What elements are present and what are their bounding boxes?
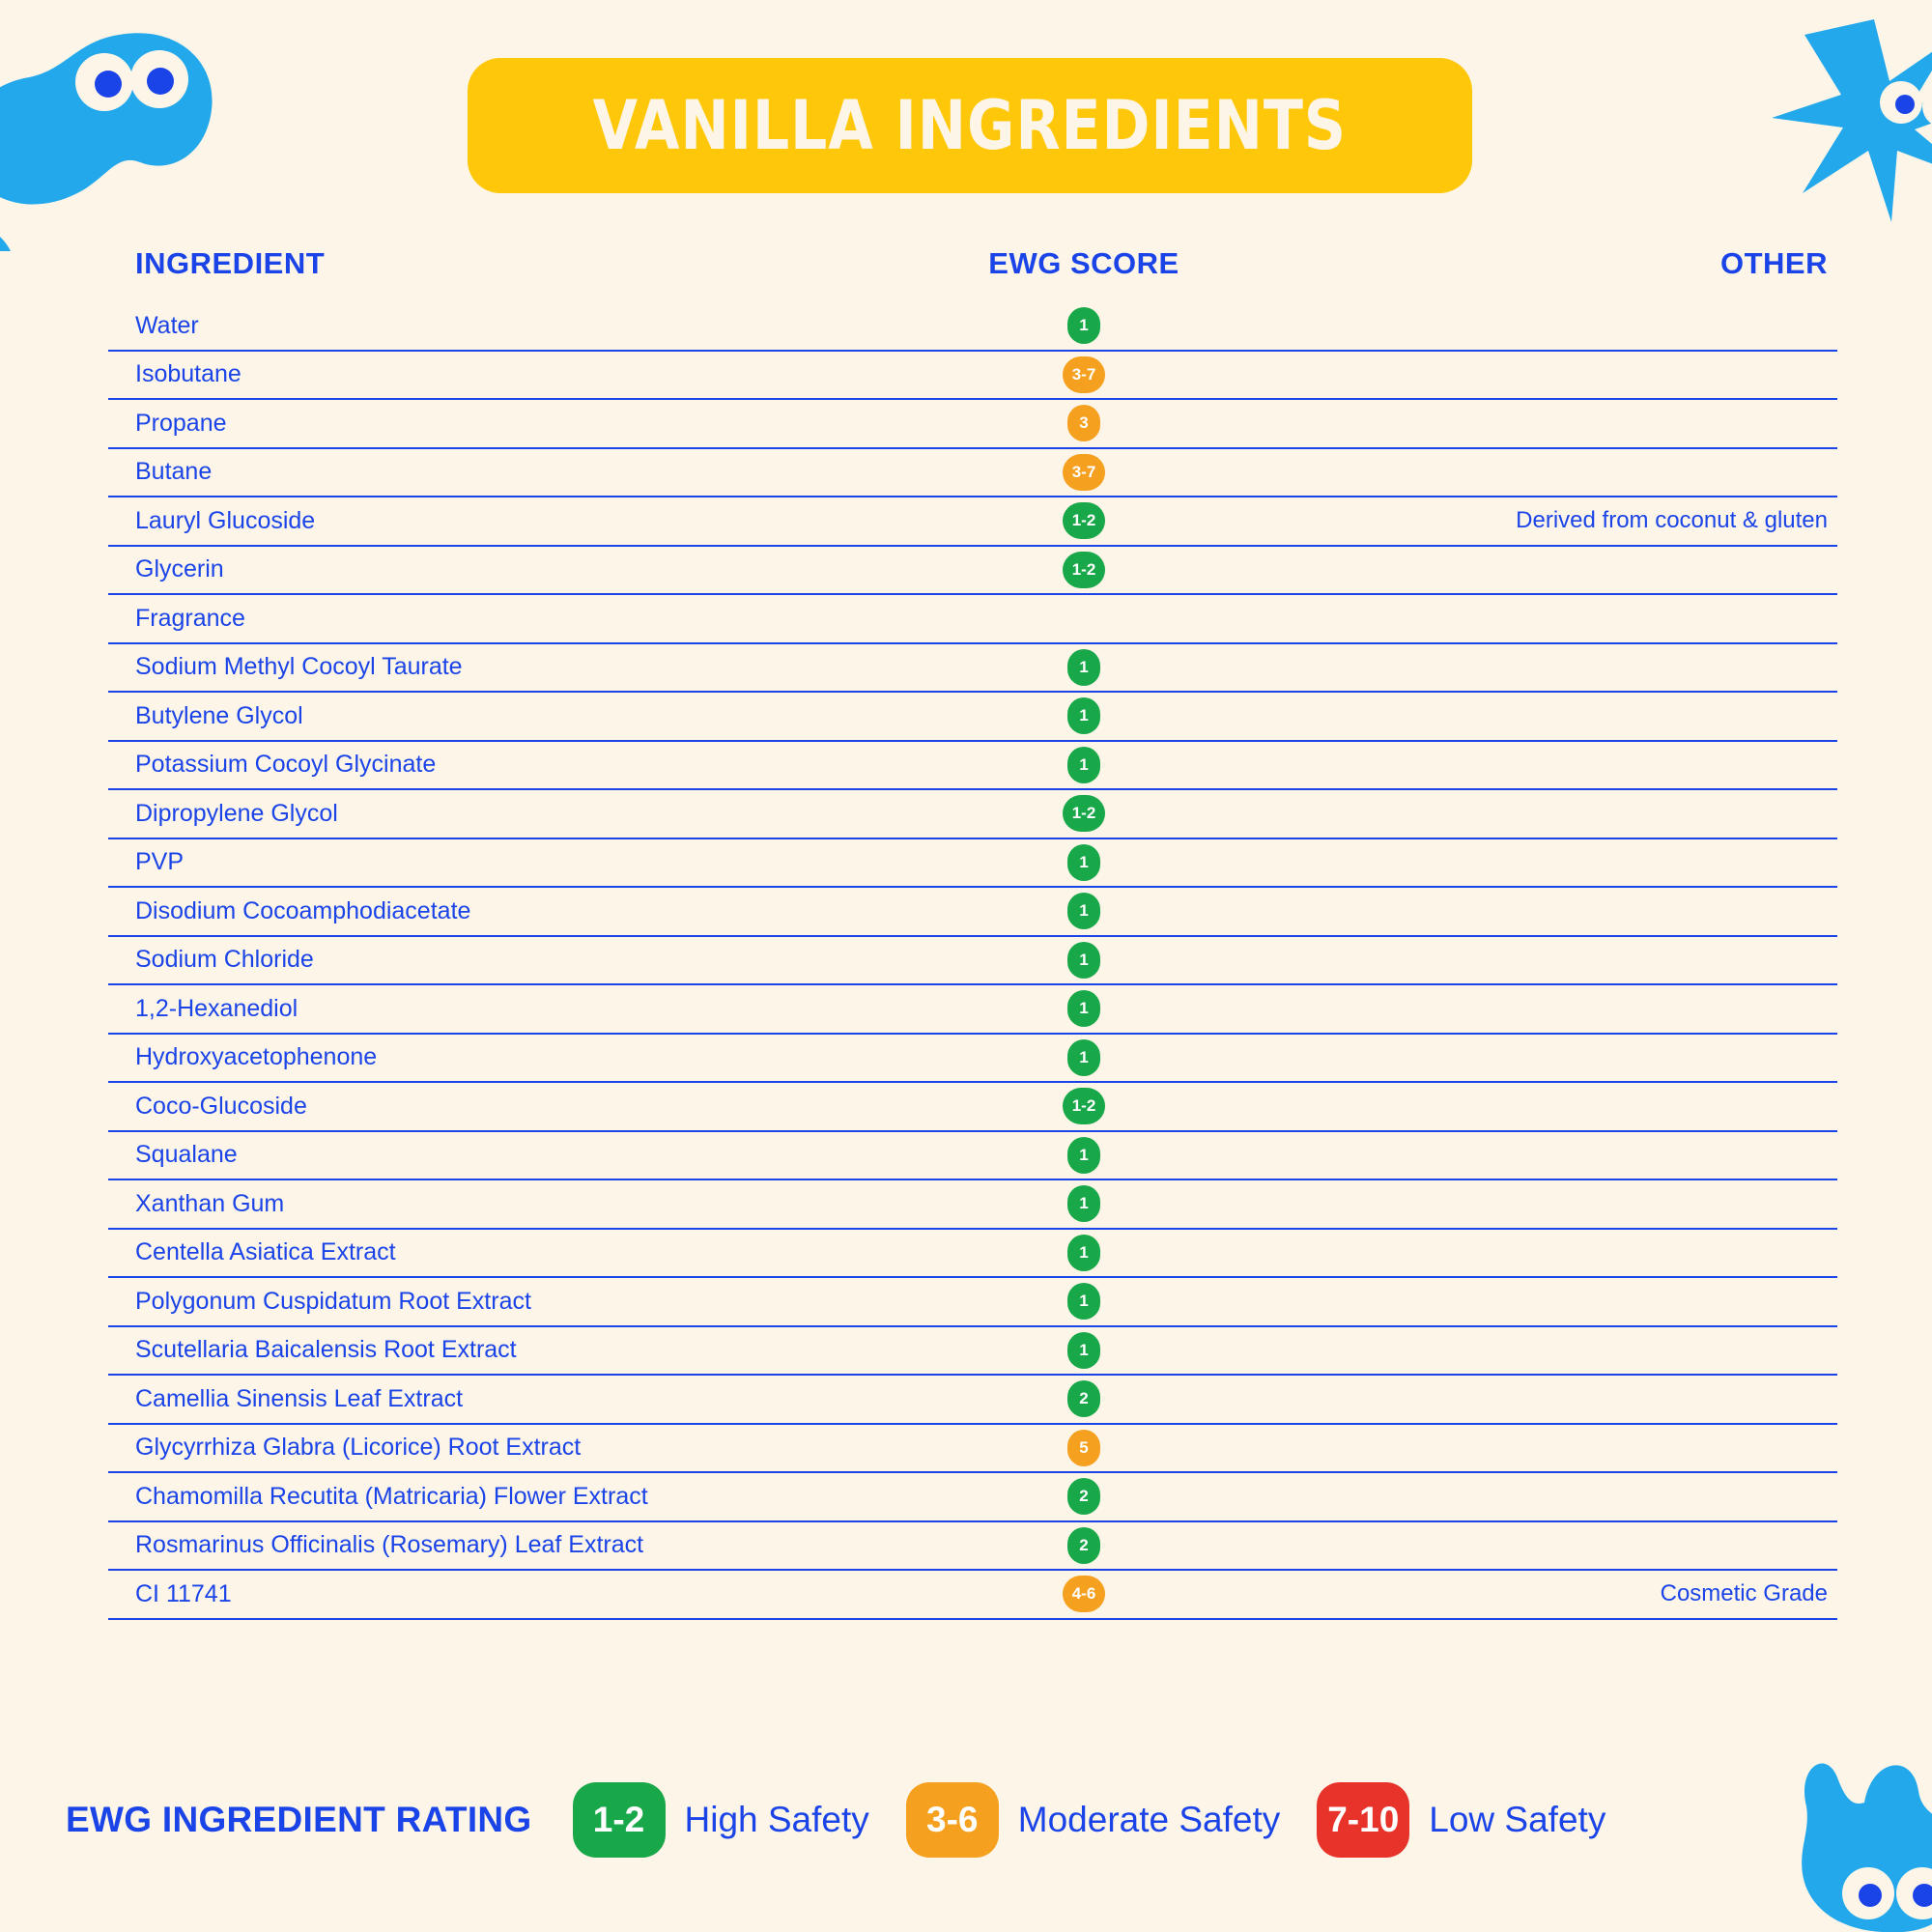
table-row bbox=[108, 1327, 1837, 1377]
ewg-score-cell bbox=[842, 747, 1325, 783]
ewg-score-cell bbox=[842, 1380, 1325, 1417]
legend-items bbox=[573, 1782, 1643, 1858]
score-badge: 3-7 bbox=[1063, 454, 1105, 491]
ewg-score-cell bbox=[842, 1478, 1325, 1515]
table-row bbox=[108, 1278, 1837, 1327]
score-badge: 1 bbox=[1067, 1039, 1100, 1076]
ingredient-name: Sodium Chloride bbox=[135, 946, 314, 974]
score-badge: 1 bbox=[1067, 747, 1100, 783]
ingredient-name: PVP bbox=[135, 848, 185, 876]
table-row bbox=[108, 790, 1837, 839]
ewg-score-cell bbox=[842, 454, 1325, 491]
table-row bbox=[108, 839, 1837, 889]
legend-label: Moderate Safety bbox=[1017, 1800, 1281, 1839]
score-badge: 1 bbox=[1067, 1137, 1100, 1174]
table-row bbox=[108, 400, 1837, 449]
ewg-score-cell bbox=[842, 942, 1325, 979]
ewg-score-cell bbox=[842, 1527, 1325, 1564]
decorative-creature-top-right bbox=[1768, 10, 1932, 232]
ewg-score-cell bbox=[842, 1332, 1325, 1369]
legend bbox=[0, 1782, 1932, 1858]
table-row bbox=[108, 302, 1837, 352]
table-row bbox=[108, 1473, 1837, 1522]
ewg-score-cell bbox=[842, 1185, 1325, 1222]
score-badge: 4-6 bbox=[1063, 1576, 1105, 1612]
table-row bbox=[108, 937, 1837, 986]
other-note: Derived from coconut & gluten bbox=[1516, 507, 1828, 534]
ewg-score-cell bbox=[842, 697, 1325, 734]
ewg-score-cell bbox=[842, 1137, 1325, 1174]
table-row bbox=[108, 1180, 1837, 1230]
score-badge: 1 bbox=[1067, 893, 1100, 929]
score-badge: 1 bbox=[1067, 942, 1100, 979]
column-header-other: OTHER bbox=[1720, 246, 1828, 280]
score-badge: 1 bbox=[1067, 649, 1100, 686]
table-row bbox=[108, 547, 1837, 596]
ingredient-name: Chamomilla Recutita (Matricaria) Flower Extract bbox=[135, 1482, 648, 1510]
score-badge: 1-2 bbox=[1063, 795, 1105, 832]
ewg-score-cell bbox=[842, 405, 1325, 441]
legend-item bbox=[906, 1782, 1280, 1858]
score-badge: 1 bbox=[1067, 844, 1100, 881]
ingredient-name: Fragrance bbox=[135, 604, 245, 632]
score-badge: 1 bbox=[1067, 697, 1100, 734]
table-row bbox=[108, 742, 1837, 791]
legend-range-badge: 7-10 bbox=[1317, 1782, 1409, 1858]
ingredient-name: Coco-Glucoside bbox=[135, 1092, 307, 1120]
score-badge: 2 bbox=[1067, 1478, 1100, 1515]
legend-label: High Safety bbox=[684, 1800, 869, 1839]
ingredient-name: Scutellaria Baicalensis Root Extract bbox=[135, 1336, 517, 1364]
ewg-score-cell bbox=[842, 990, 1325, 1027]
ingredient-name: Xanthan Gum bbox=[135, 1189, 285, 1217]
score-badge: 1-2 bbox=[1063, 1088, 1105, 1124]
ingredient-name: CI 11741 bbox=[135, 1579, 232, 1607]
decorative-creature-top-left bbox=[0, 0, 270, 251]
ewg-score-cell bbox=[842, 844, 1325, 881]
other-note: Cosmetic Grade bbox=[1660, 1580, 1828, 1607]
legend-label: Low Safety bbox=[1429, 1800, 1606, 1839]
legend-title: EWG INGREDIENT RATING bbox=[66, 1800, 532, 1839]
score-badge: 1 bbox=[1067, 990, 1100, 1027]
ingredients-table bbox=[108, 246, 1837, 1620]
ewg-score-cell bbox=[842, 795, 1325, 832]
score-badge: 3-7 bbox=[1063, 356, 1105, 393]
table-row bbox=[108, 449, 1837, 498]
legend-range-badge: 3-6 bbox=[906, 1782, 999, 1858]
ingredient-name: Water bbox=[135, 311, 199, 339]
ingredient-name: Glycyrrhiza Glabra (Licorice) Root Extract bbox=[135, 1434, 582, 1462]
ewg-score-cell bbox=[842, 1088, 1325, 1124]
table-body bbox=[108, 302, 1837, 1620]
ingredient-name: Butane bbox=[135, 458, 213, 486]
score-badge: 1 bbox=[1067, 1235, 1100, 1271]
page-title: VANILLA INGREDIENTS bbox=[592, 86, 1348, 165]
ewg-score-cell bbox=[842, 502, 1325, 539]
ingredient-name: Squalane bbox=[135, 1141, 238, 1169]
score-badge: 1 bbox=[1067, 1185, 1100, 1222]
ingredient-name: Polygonum Cuspidatum Root Extract bbox=[135, 1287, 531, 1315]
table-row bbox=[108, 985, 1837, 1035]
table-row bbox=[108, 1425, 1837, 1474]
ingredient-name: Disodium Cocoamphodiacetate bbox=[135, 896, 471, 924]
ingredient-name: Dipropylene Glycol bbox=[135, 799, 338, 827]
ingredient-name: Hydroxyacetophenone bbox=[135, 1043, 378, 1071]
table-header-row bbox=[108, 246, 1837, 302]
score-badge: 1 bbox=[1067, 307, 1100, 344]
ewg-score-cell bbox=[842, 1430, 1325, 1466]
ingredient-name: Sodium Methyl Cocoyl Taurate bbox=[135, 653, 463, 681]
score-badge: 1-2 bbox=[1063, 552, 1105, 588]
ewg-score-cell bbox=[842, 356, 1325, 393]
ewg-score-cell bbox=[842, 893, 1325, 929]
table-row bbox=[108, 497, 1837, 547]
ingredient-name: Propane bbox=[135, 409, 227, 437]
ingredient-name: Camellia Sinensis Leaf Extract bbox=[135, 1384, 464, 1412]
score-badge: 2 bbox=[1067, 1380, 1100, 1417]
legend-range-badge: 1-2 bbox=[573, 1782, 666, 1858]
legend-item bbox=[573, 1782, 869, 1858]
table-row bbox=[108, 693, 1837, 742]
score-badge: 1 bbox=[1067, 1332, 1100, 1369]
score-badge: 1-2 bbox=[1063, 502, 1105, 539]
ewg-score-cell bbox=[842, 1039, 1325, 1076]
table-row bbox=[108, 1132, 1837, 1181]
title-banner bbox=[468, 58, 1472, 193]
score-badge: 5 bbox=[1067, 1430, 1100, 1466]
table-row bbox=[108, 1571, 1837, 1620]
column-header-ewg-score: EWG SCORE bbox=[988, 246, 1179, 280]
table-row bbox=[108, 352, 1837, 401]
ingredient-name: Centella Asiatica Extract bbox=[135, 1238, 396, 1266]
ingredient-name: Glycerin bbox=[135, 555, 224, 583]
ingredient-name: Butylene Glycol bbox=[135, 701, 303, 729]
ewg-score-cell bbox=[842, 1576, 1325, 1612]
table-row bbox=[108, 1035, 1837, 1084]
score-badge: 3 bbox=[1067, 405, 1100, 441]
ewg-score-cell bbox=[842, 1235, 1325, 1271]
ingredient-name: Potassium Cocoyl Glycinate bbox=[135, 751, 437, 779]
column-header-ingredient: INGREDIENT bbox=[135, 246, 326, 280]
ingredient-name: Isobutane bbox=[135, 360, 242, 388]
ingredient-name: Rosmarinus Officinalis (Rosemary) Leaf Extract bbox=[135, 1531, 644, 1559]
table-row bbox=[108, 1230, 1837, 1279]
table-row bbox=[108, 1522, 1837, 1572]
ewg-score-cell bbox=[842, 552, 1325, 588]
ewg-score-cell bbox=[842, 1283, 1325, 1320]
ewg-score-cell bbox=[842, 307, 1325, 344]
legend-item bbox=[1317, 1782, 1605, 1858]
table-row bbox=[108, 1083, 1837, 1132]
table-row bbox=[108, 595, 1837, 644]
score-badge: 2 bbox=[1067, 1527, 1100, 1564]
table-row bbox=[108, 644, 1837, 694]
ingredient-name: Lauryl Glucoside bbox=[135, 506, 316, 534]
table-row bbox=[108, 888, 1837, 937]
ewg-score-cell bbox=[842, 649, 1325, 686]
table-row bbox=[108, 1376, 1837, 1425]
ingredient-name: 1,2-Hexanediol bbox=[135, 994, 298, 1022]
score-badge: 1 bbox=[1067, 1283, 1100, 1320]
